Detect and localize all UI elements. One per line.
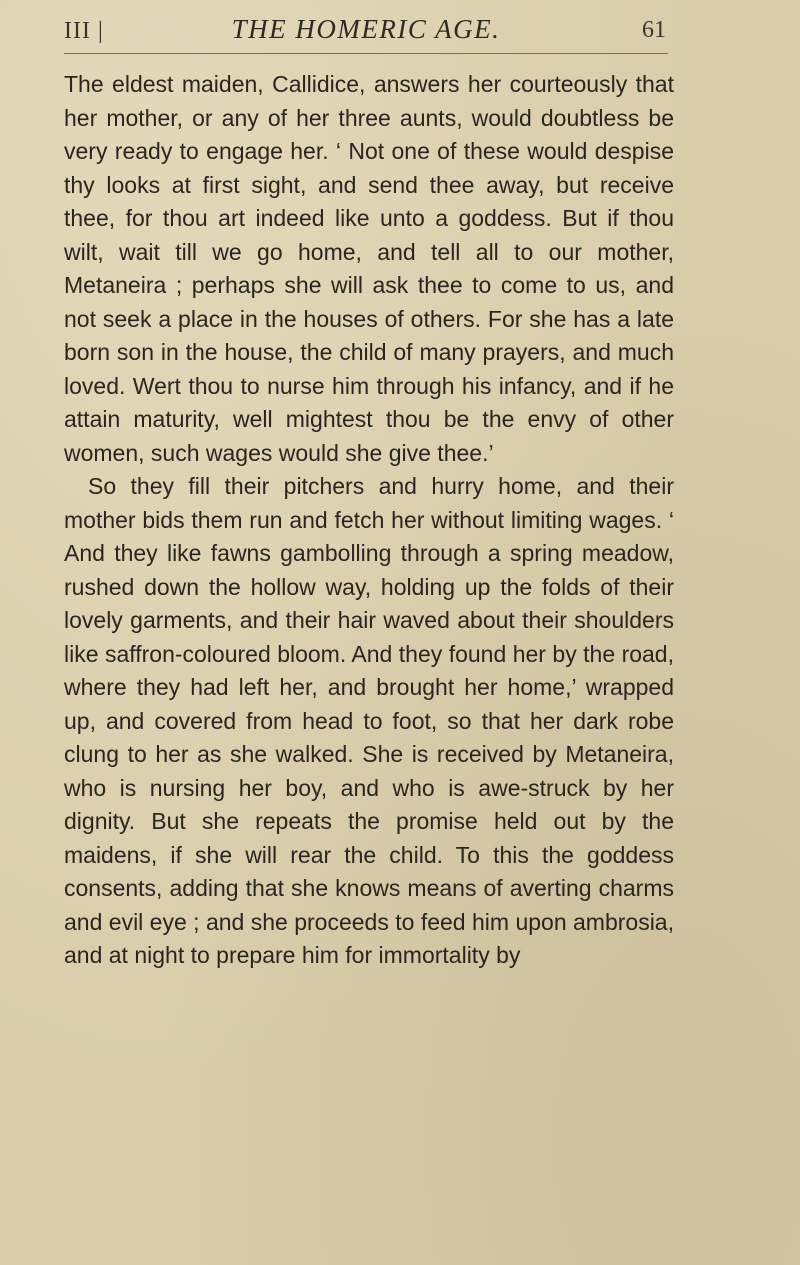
header-rule [64,53,668,54]
paragraph: So they fill their pitchers and hurry home, and their mother bids them run and fetch her without limiting wages. ‘ And they like fawns gambolling through a spring meadow, rushed down the hollow way, holding up the folds of their lovely garments, and their hair waved about their shoulders like saffron-coloured bloom. And they found her by the road, where they had left her, and brought her home,’ wrapped up, and covered from head to foot, so that her dark robe clung to her as she walked. She is received by Metaneira, who is nursing her boy, and who is awe-struck by her dignity. But she repeats the promise held out by the maidens, if she will rear the child. To this the goddess consents, adding that she knows means of averting charms and evil eye ; and she proceeds to feed him upon ambrosia, and at night to prepare him for immortality by [64,473,674,968]
page-number: 61 [642,17,666,43]
running-header [64,6,668,52]
chapter-number: III | [64,18,104,44]
body-text [64,68,674,973]
running-title: THE HOMERIC AGE. [231,14,501,44]
paragraph: The eldest maiden, Callidice, answers her courteously that her mother, or any of her three aunts, would doubtless be very ready to engage her. ‘ Not one of these would despise thy looks at first sight, and send thee away, but receive thee, for thou art indeed like unto a goddess. But if thou wilt, wait till we go home, and tell all to our mother, Metaneira ; perhaps she will ask thee to come to us, and not seek a place in the houses of others. For she has a late born son in the house, the child of many prayers, and much loved. Wert thou to nurse him through his infancy, and if he attain maturity, well mightest thou be the envy of other women, such wages would she give thee.’ [64,71,674,466]
